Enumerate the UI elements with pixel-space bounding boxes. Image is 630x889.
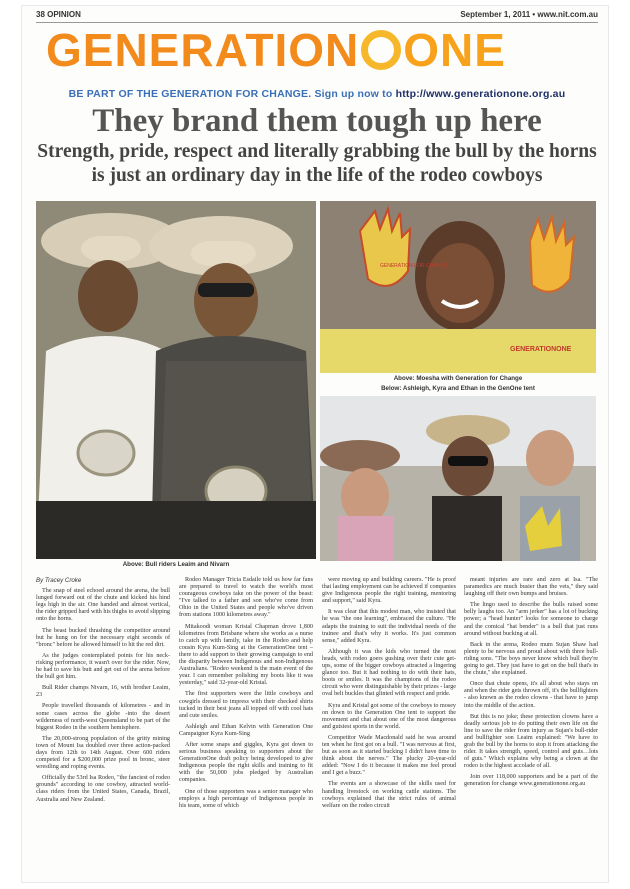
paragraph: were moving up and building careers. "He is proof that lasting employment can be achieved if companies give Indigenous people the right training, mentoring and support," said Kyra. xyxy=(322,577,456,605)
photo-sign-text: GENERATION FOR CHANGE xyxy=(380,263,448,269)
paragraph: The events are a showcase of the skills used for handling livestock on working cattle stations. The cowboys explained that the strict rules of animal welfare on the rodeo circuit xyxy=(322,781,456,809)
article-column-4 xyxy=(464,577,598,793)
paragraph: One of those supporters was a senior manager who employs a high percentage of Indigenous people in his team, some of which xyxy=(179,788,313,809)
caption-bottom-right: Below: Ashleigh, Kyra and Ethan in the GenOne tent xyxy=(381,385,535,392)
paragraph: meant injuries are rare and zero at Isa. "The paramedics are much busier than the vets," they said laughing off their own bumps and bruises. xyxy=(464,577,598,598)
paragraph: The first supporters were the little cowboys and cowgirls dressed to impress with their checked shirts tucked in their best jeans all topped off with cool hats and cute smiles. xyxy=(179,691,313,719)
paragraph: People travelled thousands of kilometres - and in some cases across the globe -into the desert wilderness of north-west Queensland to be part of the biggest Rodeo in the southern hemisphere. xyxy=(36,703,170,731)
paragraph: Once that chute opens, it's all about who stays on and when the rider gets thrown off, it's the bullfighters - also known as the rodeo clowns - that have to jump into the middle of the action. xyxy=(464,681,598,709)
byline: By Tracey Croke xyxy=(36,577,82,584)
paragraph: Kyra and Kristal got some of the cowboys to mosey on down to the Generation One tent to support the movement and chat about one of the most dangerous and gutsiest sports in the world. xyxy=(322,702,456,730)
paragraph: Join over 118,000 supporters and be a part of the generation for change www.generationone.org.au xyxy=(464,774,598,788)
paragraph: It was clear that this modest man, who insisted that he was "the one learning", embraced the culture. "He adapts the training to suit the individual needs of the trainee and that's why it works. It's just common sense," added Kyra. xyxy=(322,609,456,644)
photo-genone-tent xyxy=(320,396,596,561)
caption-top-right: Above: Moesha with Generation for Change xyxy=(393,375,523,382)
paragraph: Bull Rider champs Nivarn, 16, with brother Leaim, 23 xyxy=(36,685,170,699)
paragraph: Rodeo Manager Tricia Esdaile told us how far fans are prepared to travel to watch the world's most courageous cowboys take on the power of the beast: "I've talked to a father and son who've come from Ohio in the United States and people who've driven from stations 1000 kilometres away." xyxy=(179,577,313,619)
photo-bull-riders xyxy=(36,201,316,559)
headline: They brand them tough up here xyxy=(92,103,542,139)
page-header xyxy=(36,10,598,22)
newspaper-page xyxy=(22,6,608,882)
article-column-1 xyxy=(36,577,170,808)
article-column-2 xyxy=(179,577,313,814)
banner-url[interactable]: http://www.generationone.org.au xyxy=(395,88,566,100)
article-column-3 xyxy=(322,577,456,814)
paragraph: The snap of steel echoed around the arena, the bull lunged forward out of the chute and kicked his hind legs high in the air. One handed and almost vertical, the rider gripped hard with his thighs to avoid slipping onto the horns. xyxy=(36,588,170,623)
paragraph: Back in the arena, Rodeo mum Sujan Shaw had plenty to be nervous and proud about with three bull-riding sons. "The boys never know which bull they're going to get. They just have to get on the bull that's in the chute," she explained. xyxy=(464,641,598,677)
generationone-banner xyxy=(36,26,598,88)
photo-moesha xyxy=(320,201,596,373)
paragraph: The lingo used to describe the bulls raised some belly laughs too. An "arm jerker" has a lot of bucking power; a "head hunter" looks for someone to charge and the comical "hat bender" is a bull that just runs around without bucking at all. xyxy=(464,602,598,637)
banner-tagline: BE PART OF THE GENERATION FOR CHANGE. Sign up now to http://www.generationone.org.au xyxy=(68,88,566,100)
photo-moesha-illustration xyxy=(320,201,596,373)
paragraph: After some snaps and giggles, Kyra got down to serious business speaking to supporters about the GenerationOne draft policy being developed to give Indigenous people the right skills and training to fit with the 50,000 jobs pledged by Australian companies. xyxy=(179,741,313,784)
paragraph: Competitor Wade Macdonald said he was around ten when he first got on a bull. "I was nervous at first, but as soon as it started bucking I didn't have time to think about the nerves." The plucky 20-year-old added: "Now I do it because it makes me feel proud and I get a buzz." xyxy=(322,734,456,777)
logo-ring-icon xyxy=(361,30,401,70)
paragraph: Ashleigh and Ethan Kelvin with Generation One Campaigner Kyra Kum-Sing xyxy=(179,723,313,737)
photo-band-text: GENERATIONONE xyxy=(510,346,572,353)
paragraph: The beast bucked thrashing the competitor around but he hung on for the necessary eight seconds of "bronc" before he allowed himself to hit the red dirt. xyxy=(36,627,170,648)
date-site: September 1, 2011 • www.nit.com.au xyxy=(460,10,598,19)
deck-subheadline: Strength, pride, respect and literally grabbing the bull by the horns is just an ordinary day in the life of the rodeo cowboys xyxy=(37,141,597,186)
paragraph: Officially the 53rd Isa Rodeo, "the fanciest of rodeo grounds" according to one cowboy, attracted world-class riders from the United States, Canada, Brazil, Australia and New Zealand. xyxy=(36,775,170,803)
paragraph: The 20,000-strong population of the gritty mining town of Mount Isa doubled over three action-packed days from 12th to 14th August. Over 600 riders competed for a $200,000 prize pool in bronc, steer wrestling and roping events. xyxy=(36,735,170,771)
paragraph: Mitakoodi woman Kristal Chapman drove 1,800 kilometres from Brisbane where she works as a nurse to catch up with family, take in the Rodeo and help cousin Kyra Kum-Sing at the GenerationOne tent – there to add support to their growing campaign to end the disparity between Indigenous and non-Indigenous Australians. "Rodeo weekend is the main event of the year. I can remember polishing my boots like it was yesterday," said 32-year-old Kristal. xyxy=(179,623,313,687)
page-label: 38 OPINION xyxy=(36,10,81,19)
photo-genone-tent-illustration xyxy=(320,396,596,561)
generationone-logo: GENERATION ONE xyxy=(46,24,506,76)
paragraph: But this is no joke; these protection clowns have a deadly serious job to do putting their own life on the line to save the rider from injury as Sujan's bull-rider and bullfighter son Leaim explained: "We have to grab the bull by the horns to stop it from attacking the rider. It takes strength, speed, control and guts…lots of guts." Which explains why being a clown at the rodeo is the highest accolade of all. xyxy=(464,713,598,770)
paragraph: Although it was the kids who turned the most heads, with rodeo goers gushing over their cute get-ups, some of the bigger cowboys attracted a lingering glance too. But it had nothing to do with their hats, boots or smiles. It was the champions of the rodeo circuit who were distinguishable by their prizes - large oval belt buckles that glinted with respect and pride. xyxy=(322,648,456,698)
paragraph: As the judges contemplated points for his neck-risking performance, it wasn't over for the rider. Now, he had to save his butt and get out of the arena before the bull got him. xyxy=(36,652,170,681)
caption-main: Above: Bull riders Leaim and Nivarn xyxy=(122,561,230,568)
header-rule xyxy=(36,22,598,23)
photo-bull-riders-illustration xyxy=(36,201,316,559)
article-body xyxy=(36,577,598,877)
